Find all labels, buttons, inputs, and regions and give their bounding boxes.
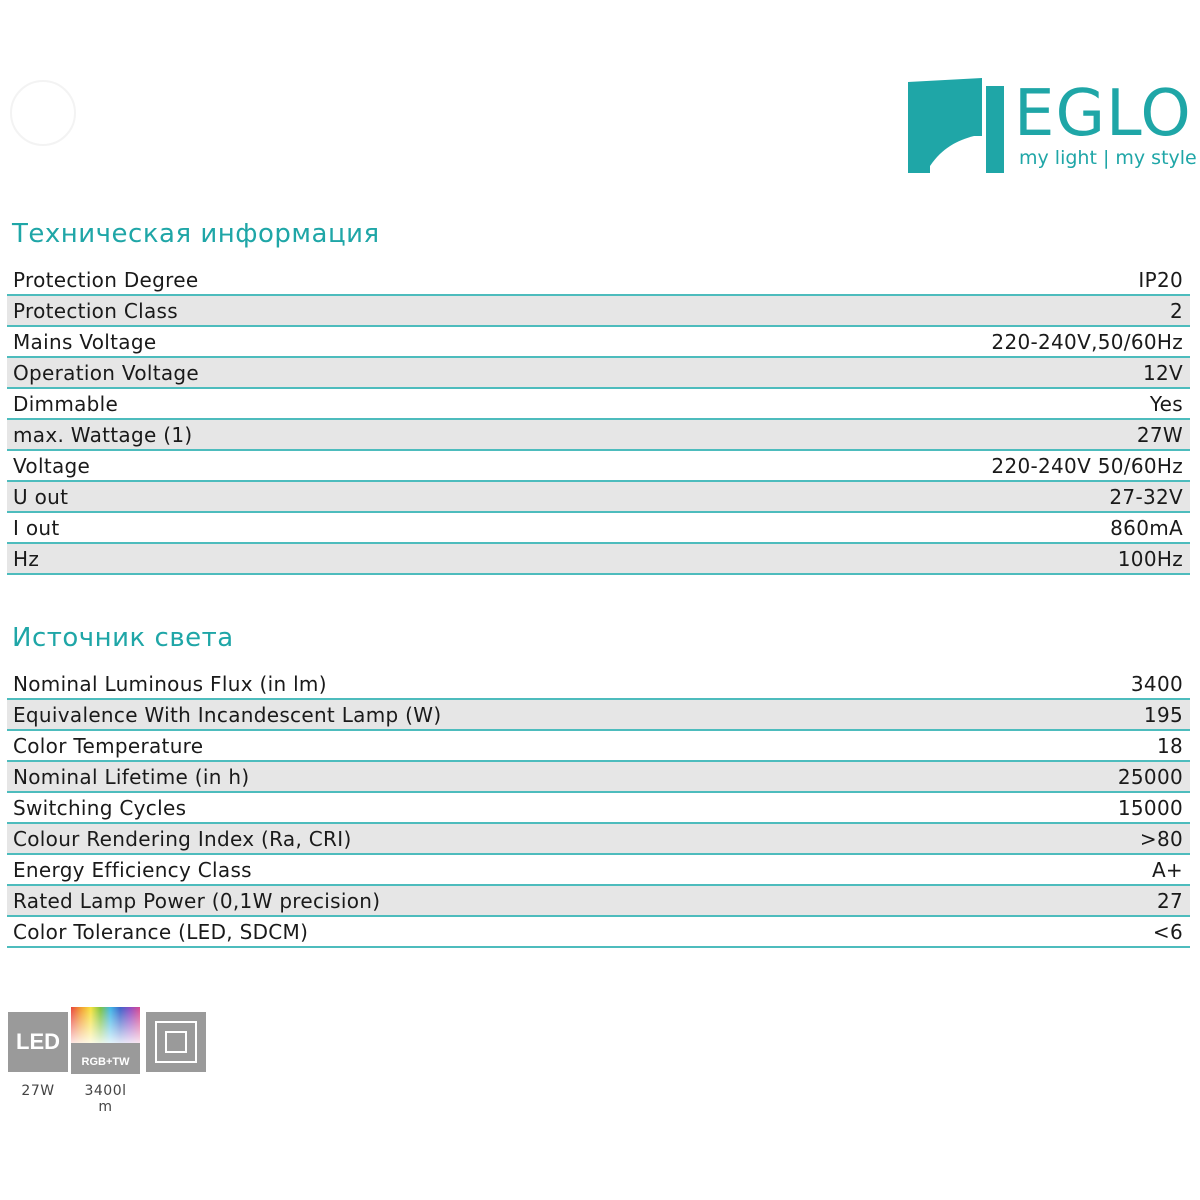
row-value: 18 <box>1156 733 1183 758</box>
table-row <box>7 731 1190 762</box>
table-row <box>7 358 1190 389</box>
row-label: max. Wattage (1) <box>13 422 193 447</box>
row-label: Color Tolerance (LED, SDCM) <box>13 919 309 944</box>
row-label: Protection Degree <box>13 267 199 292</box>
row-value: 15000 <box>1117 795 1183 820</box>
table-row <box>7 296 1190 327</box>
row-value: 25000 <box>1117 764 1183 789</box>
row-value: 220-240V,50/60Hz <box>991 329 1183 354</box>
table-row <box>7 855 1190 886</box>
eglo-slogan: my light | my style <box>1019 147 1197 169</box>
table-row <box>7 762 1190 793</box>
row-label: Protection Class <box>13 298 178 323</box>
row-value: A+ <box>1151 857 1183 882</box>
protection-class-2-icon <box>146 1012 206 1072</box>
row-value: 27-32V <box>1109 484 1183 509</box>
row-label: Switching Cycles <box>13 795 187 820</box>
row-value: Yes <box>1149 391 1183 416</box>
led-badge-text: LED <box>16 1029 60 1054</box>
led-icon <box>8 1012 68 1072</box>
tech-section-title: Техническая информация <box>12 219 380 249</box>
row-value: 12V <box>1142 360 1183 385</box>
row-label: I out <box>13 515 60 540</box>
rgb-badge-caption: 3400l m <box>84 1083 127 1115</box>
eglo-logo-mark-icon <box>908 78 1004 173</box>
table-row <box>7 389 1190 420</box>
row-label: Equivalence With Incandescent Lamp (W) <box>13 702 442 727</box>
rgb-tw-icon <box>71 1007 140 1074</box>
row-label: Voltage <box>13 453 91 478</box>
eglo-wordmark: EGLO <box>1014 77 1192 151</box>
watermark-icon <box>10 80 76 146</box>
row-label: Mains Voltage <box>13 329 157 354</box>
table-row <box>7 886 1190 917</box>
row-label: Rated Lamp Power (0,1W precision) <box>13 888 381 913</box>
table-row <box>7 544 1190 575</box>
row-label: Nominal Luminous Flux (in lm) <box>13 671 327 696</box>
light-source-table <box>7 669 1190 948</box>
table-row <box>7 327 1190 358</box>
row-label: Operation Voltage <box>13 360 200 385</box>
row-value: <6 <box>1152 919 1183 944</box>
eglo-logo <box>908 77 1197 173</box>
row-value: 100Hz <box>1117 546 1183 571</box>
row-value: 195 <box>1143 702 1183 727</box>
row-label: U out <box>13 484 69 509</box>
row-value: 220-240V 50/60Hz <box>991 453 1183 478</box>
table-row <box>7 669 1190 700</box>
table-row <box>7 793 1190 824</box>
led-badge-caption: 27W <box>21 1083 55 1099</box>
rgb-badge-text: RGB+TW <box>81 1056 130 1068</box>
row-label: Color Temperature <box>13 733 204 758</box>
table-row <box>7 482 1190 513</box>
row-value: 860mA <box>1110 515 1183 540</box>
row-label: Dimmable <box>13 391 119 416</box>
table-row <box>7 451 1190 482</box>
table-row <box>7 265 1190 296</box>
table-row <box>7 700 1190 731</box>
row-value: IP20 <box>1138 267 1183 292</box>
color-spectrum <box>71 1007 140 1043</box>
row-label: Energy Efficiency Class <box>13 857 252 882</box>
row-value: >80 <box>1139 826 1183 851</box>
row-label: Colour Rendering Index (Ra, CRI) <box>13 826 352 851</box>
row-value: 27 <box>1156 888 1183 913</box>
row-label: Hz <box>13 546 40 571</box>
tech-info-table <box>7 265 1190 575</box>
row-label: Nominal Lifetime (in h) <box>13 764 250 789</box>
table-row <box>7 420 1190 451</box>
row-value: 2 <box>1169 298 1183 323</box>
table-row <box>7 513 1190 544</box>
table-row <box>7 824 1190 855</box>
row-value: 27W <box>1136 422 1183 447</box>
table-row <box>7 917 1190 948</box>
row-value: 3400 <box>1130 671 1183 696</box>
light-section-title: Источник света <box>12 623 234 653</box>
